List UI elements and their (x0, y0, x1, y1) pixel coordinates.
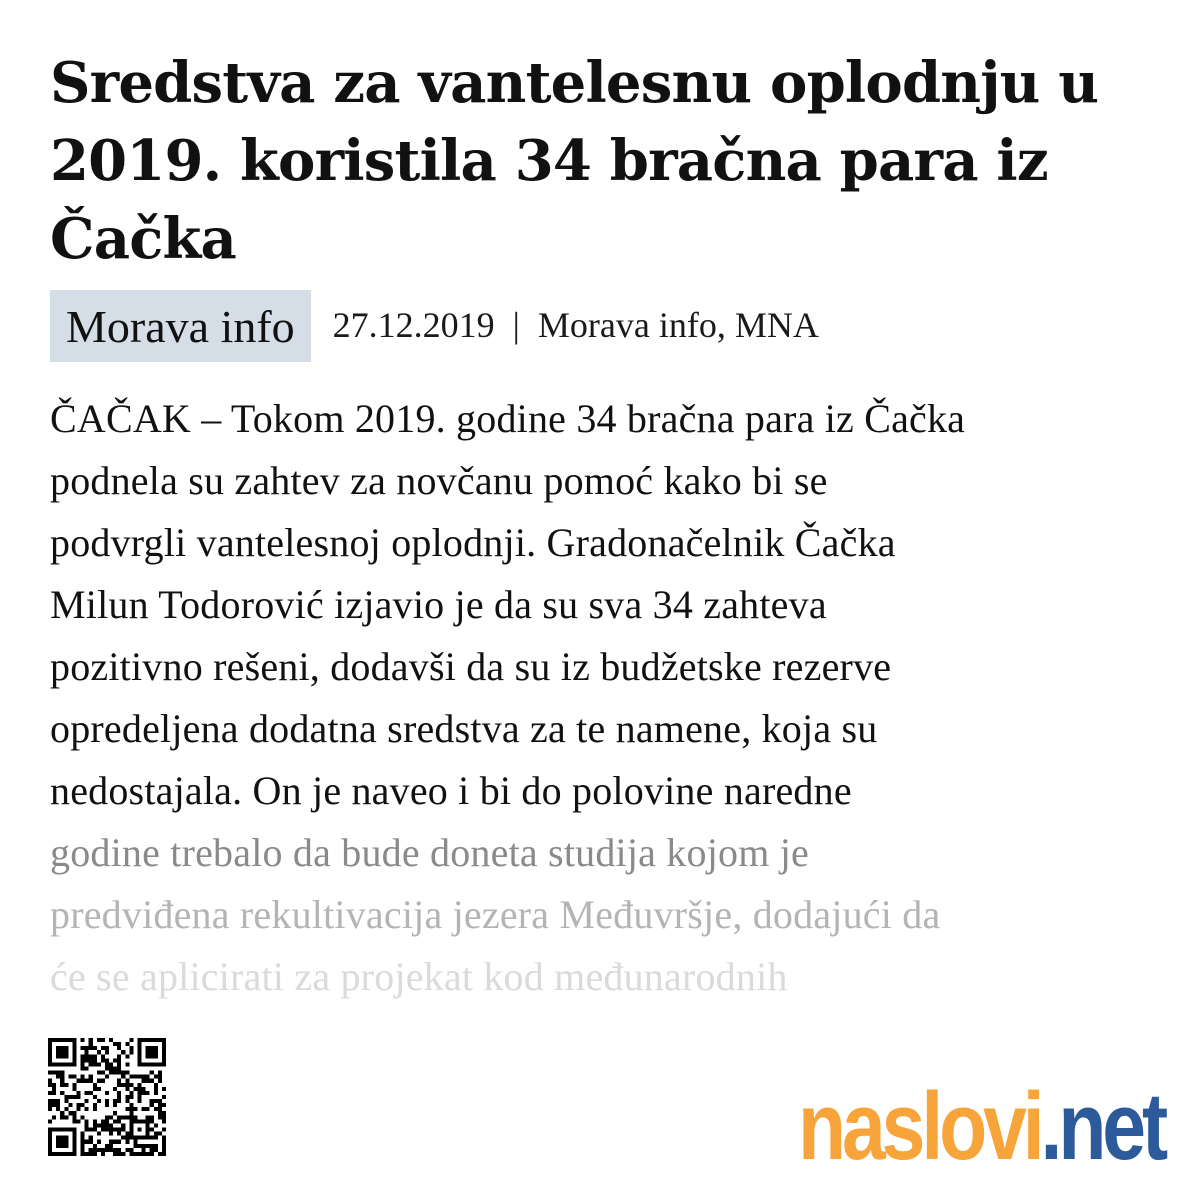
article-line: godine trebalo da bude doneta studija kojom je (50, 830, 810, 875)
article-line: ČAČAK – Tokom 2019. godine 34 bračna para iz Čačka (50, 396, 966, 441)
meta-info (333, 304, 819, 346)
article-line: će se aplicirati za projekat kod međunarodnih (50, 954, 788, 999)
article-line: podnela su zahtev za novčanu pomoć kako bi se (50, 458, 828, 503)
logo-net: .net (1040, 1073, 1165, 1180)
article-line: Milun Todorović izjavio je da su sva 34 zahteva (50, 582, 827, 627)
article-line: pozitivno rešeni, dodavši da su iz budžetske rezerve (50, 644, 892, 689)
article-meta (50, 290, 819, 362)
source-badge[interactable]: Morava info (50, 290, 311, 362)
article-line: nedostajala. On je naveo i bi do polovine naredne (50, 768, 852, 813)
article-line: predviđena rekultivacija jezera Međuvršje, dodajući da (50, 892, 941, 937)
logo-naslovi: naslovi (798, 1073, 1041, 1180)
naslovi-logo[interactable] (798, 1065, 1165, 1180)
meta-separator: | (512, 305, 520, 345)
article-line: opredeljena dodatna sredstva za te namene, koja su (50, 706, 878, 751)
article-line: podvrgli vantelesnoj oplodnji. Gradonačelnik Čačka (50, 520, 896, 565)
article-date: 27.12.2019 (332, 305, 495, 345)
article-body (50, 388, 1160, 1008)
article-sources: Morava info, MNA (537, 305, 819, 345)
article-title: Sredstva za vantelesnu oplodnju u 2019. koristila 34 bračna para iz Čačka (50, 50, 1099, 272)
qr-code-icon[interactable] (48, 1038, 166, 1156)
